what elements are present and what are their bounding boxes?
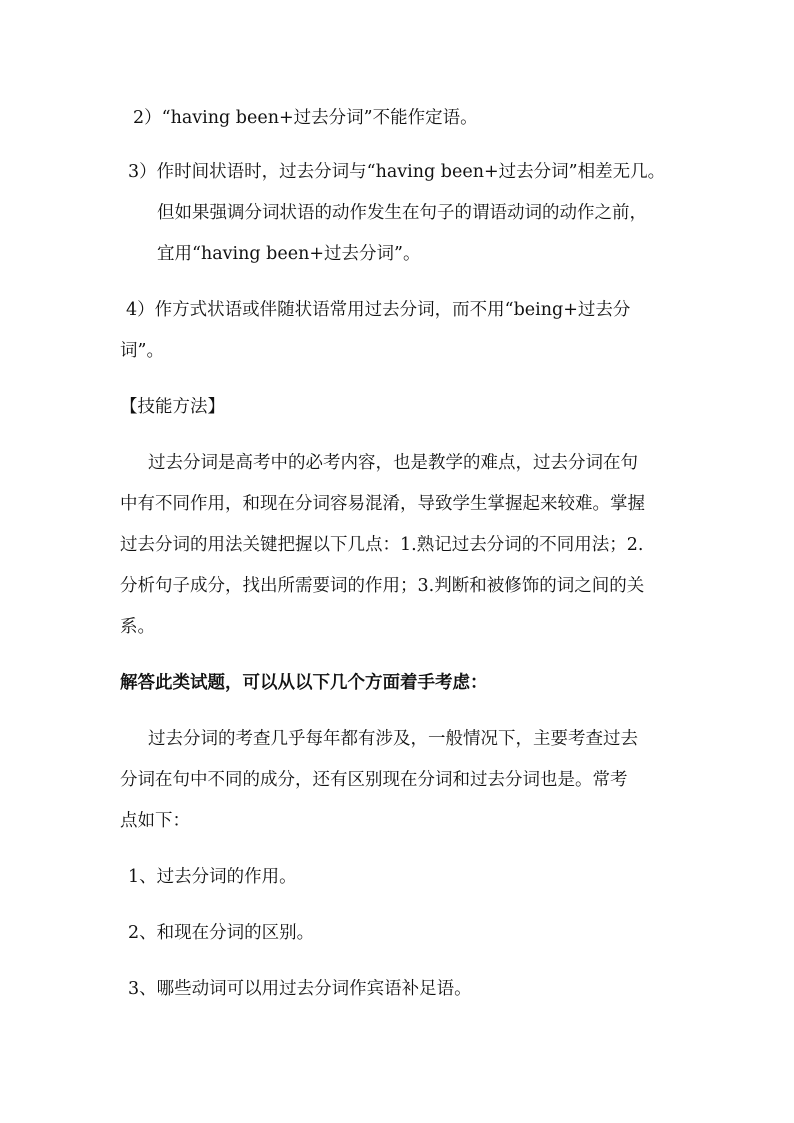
point-4-line-1: 4）作方式状语或伴随状语常用过去分词，而不用“being+过去分 (126, 300, 631, 320)
skills-heading: 【技能方法】 (120, 397, 225, 417)
point-3-line-1: 3）作时间状语时，过去分词与“having been+过去分词”相差无几。 (128, 162, 666, 182)
skills-para-line-2: 中有不同作用，和现在分词容易混淆，导致学生掌握起来较难。掌握 (120, 494, 645, 514)
skills-para-line-1: 过去分词是高考中的必考内容，也是教学的难点，过去分词在句 (148, 453, 638, 473)
point-4-line-2: 词”。 (120, 341, 164, 361)
answer-para-line-1: 过去分词的考查几乎每年都有涉及，一般情况下，主要考查过去 (148, 729, 638, 749)
list-item-2: 2、和现在分词的区别。 (128, 923, 315, 943)
list-item-3: 3、哪些动词可以用过去分词作宾语补足语。 (128, 979, 472, 999)
answer-para-line-2: 分词在句中不同的成分，还有区别现在分词和过去分词也是。常考 (120, 770, 628, 790)
point-3-line-3: 宜用“having been+过去分词”。 (157, 244, 421, 264)
point-3-line-2: 但如果强调分词状语的动作发生在句子的谓语动词的动作之前， (157, 203, 647, 223)
point-2: 2）“having been+过去分词”不能作定语。 (133, 108, 478, 128)
skills-para-line-3: 过去分词的用法关键把握以下几点：1.熟记过去分词的不同用法；2. (120, 535, 644, 555)
skills-para-line-5: 系。 (120, 617, 155, 637)
answer-heading: 解答此类试题，可以从以下几个方面着手考虑： (120, 673, 488, 693)
answer-para-line-3: 点如下： (120, 811, 190, 831)
list-item-1: 1、过去分词的作用。 (128, 867, 297, 887)
skills-para-line-4: 分析句子成分，找出所需要词的作用；3.判断和被修饰的词之间的关 (120, 576, 645, 596)
